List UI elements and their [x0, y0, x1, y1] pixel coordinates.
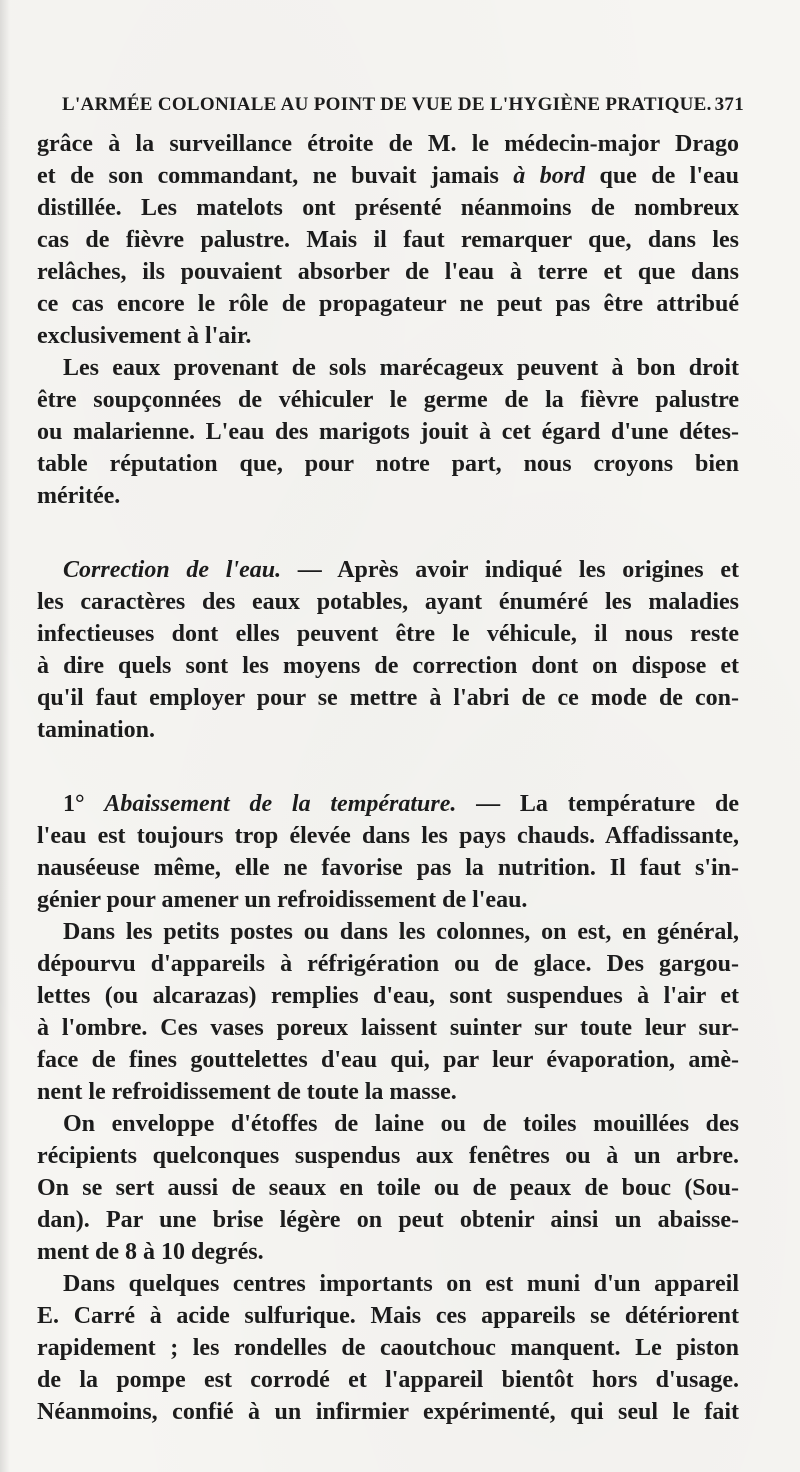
text-line: nent le refroidissement de toute la masse.	[37, 1079, 457, 1105]
text-line: On se sert aussi de seaux en toile ou de peaux de bouc (Sou-	[37, 1175, 739, 1201]
text-line: Dans quelques centres importants on est muni d'un appareil	[63, 1271, 739, 1297]
text-line: E. Carré à acide sulfurique. Mais ces appareils se détériorent	[37, 1303, 739, 1329]
text-line: qu'il faut employer pour se mettre à l'abri de ce mode de con-	[37, 685, 739, 711]
text-line: à l'ombre. Ces vases poreux laissent suinter sur toute leur sur-	[37, 1015, 739, 1041]
text-line: Dans les petits postes ou dans les colonnes, on est, en général,	[63, 919, 739, 945]
body-text	[37, 128, 739, 1428]
text-line: dépourvu d'appareils à réfrigération ou de glace. Des gargou-	[37, 951, 739, 977]
text-line: méritée.	[37, 483, 121, 509]
text-line: grâce à la surveillance étroite de M. le médecin-major Drago	[37, 131, 739, 157]
page-edge-shadow	[0, 0, 10, 1472]
text-line: ment de 8 à 10 degrés.	[37, 1239, 264, 1265]
running-title: L'ARMÉE COLONIALE AU POINT DE VUE DE L'HYGIÈNE PRATIQUE.	[62, 94, 712, 115]
emphasis: à bord	[513, 163, 586, 189]
page-number: 371	[714, 94, 744, 115]
section-gap	[37, 746, 739, 788]
section-gap	[37, 512, 739, 554]
text-line: table réputation que, pour notre part, nous croyons bien	[37, 451, 739, 477]
text-line: 1° Abaissement de la température. — La température de	[63, 791, 739, 817]
text-line: génier pour amener un refroidissement de l'eau.	[37, 887, 528, 913]
text-line: distillée. Les matelots ont présenté néanmoins de nombreux	[37, 195, 739, 221]
text-line: et de son commandant, ne buvait jamais à bord que de l'eau	[37, 163, 740, 189]
text-line: de la pompe est corrodé et l'appareil bientôt hors d'usage.	[37, 1367, 739, 1393]
running-header	[62, 94, 744, 116]
text-line: à dire quels sont les moyens de correction dont on dispose et	[37, 653, 739, 679]
section-heading: Correction de l'eau.	[63, 557, 282, 583]
text-line: ce cas encore le rôle de propagateur ne peut pas être attribué	[37, 291, 739, 317]
text-line: face de fines gouttelettes d'eau qui, par leur évaporation, amè-	[37, 1047, 739, 1073]
text-line: être soupçonnées de véhiculer le germe de la fièvre palustre	[37, 387, 739, 413]
text-line: relâches, ils pouvaient absorber de l'eau à terre et que dans	[37, 259, 739, 285]
text-line: tamination.	[37, 717, 156, 743]
text-line: lettes (ou alcarazas) remplies d'eau, sont suspendues à l'air et	[37, 983, 739, 1009]
text-line: l'eau est toujours trop élevée dans les pays chauds. Affadissante,	[37, 823, 739, 849]
text-line: Correction de l'eau. — Après avoir indiqué les origines et	[63, 557, 739, 583]
text-line: Les eaux provenant de sols marécageux peuvent à bon droit	[63, 355, 739, 381]
text-line: infectieuses dont elles peuvent être le véhicule, il nous reste	[37, 621, 739, 647]
text-line: exclusivement à l'air.	[37, 323, 252, 349]
text-line: Néanmoins, confié à un infirmier expérimenté, qui seul le fait	[37, 1399, 739, 1425]
text-line: récipients quelconques suspendus aux fenêtres ou à un arbre.	[37, 1143, 739, 1169]
text-line: rapidement ; les rondelles de caoutchouc manquent. Le piston	[37, 1335, 739, 1361]
text-line: cas de fièvre palustre. Mais il faut remarquer que, dans les	[37, 227, 739, 253]
text-line: ou malarienne. L'eau des marigots jouit à cet égard d'une détes-	[37, 419, 739, 445]
text-line: On enveloppe d'étoffes de laine ou de toiles mouillées des	[63, 1111, 739, 1137]
text-line: les caractères des eaux potables, ayant énuméré les maladies	[37, 589, 739, 615]
text-line: dan). Par une brise légère on peut obtenir ainsi un abaisse-	[37, 1207, 739, 1233]
text-line: nauséeuse même, elle ne favorise pas la nutrition. Il faut s'in-	[37, 855, 739, 881]
subsection-heading: Abaissement de la température.	[104, 791, 457, 817]
